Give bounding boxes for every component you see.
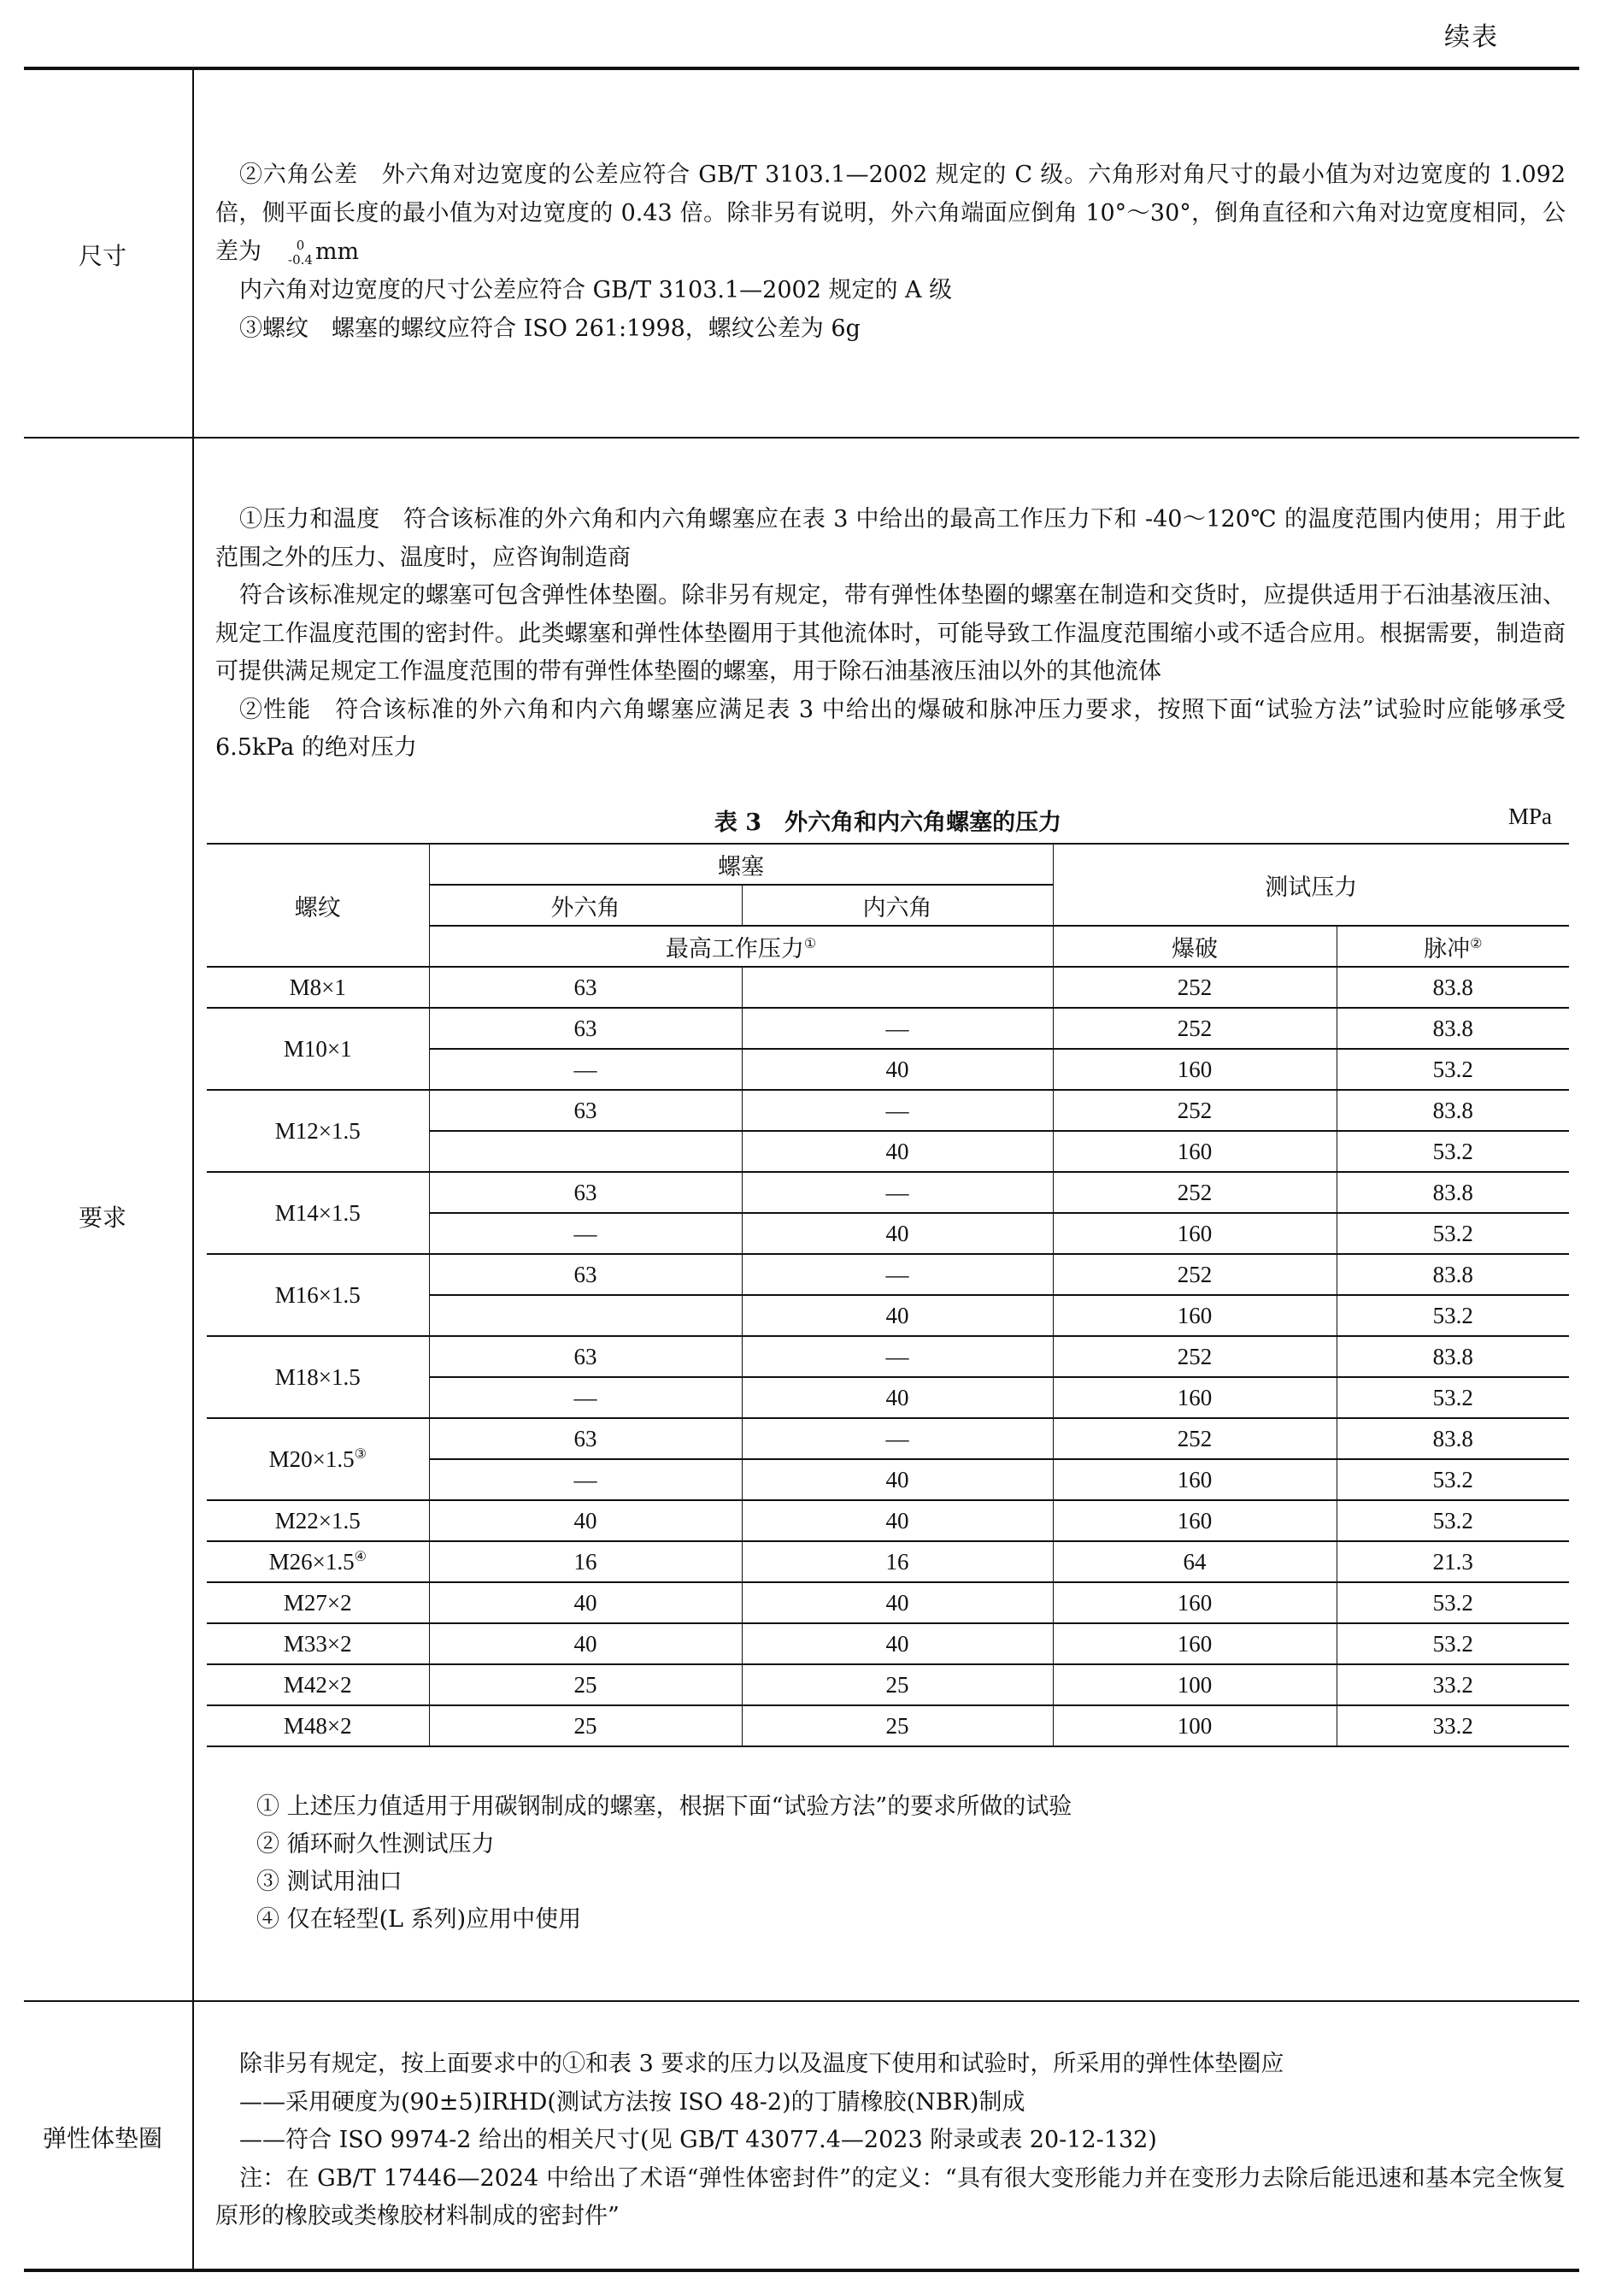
tolerance-unit: mm [314,238,360,265]
internal-hex-pressure-cell: — [742,1336,1053,1377]
thread-size-cell [207,1500,429,1541]
impulse-pressure-cell: 83.8 [1337,1336,1569,1377]
bottom-rule [24,2269,1579,2272]
thread-size: M26×1.5 [268,1549,355,1575]
thread-footnote-ref: ③ [354,1447,367,1462]
impulse-pressure-cell: 83.8 [1337,1172,1569,1213]
elastomer-washer-content [215,2046,1566,2236]
thread-size: M10×1 [283,1035,352,1062]
table-row [207,1418,1569,1459]
footnote-3: ③ 测试用油口 [256,1869,402,1895]
external-hex-pressure-cell: 63 [429,1008,742,1049]
external-hex-pressure-cell: 25 [429,1705,742,1746]
impulse-pressure-cell: 53.2 [1337,1377,1569,1418]
burst-pressure-cell: 160 [1053,1295,1337,1336]
footnote-1: ① 上述压力值适用于用碳钢制成的螺塞，根据下面“试验方法”的要求所做的试验 [256,1793,1072,1820]
impulse-pressure-cell: 53.2 [1337,1049,1569,1090]
table-row [207,1336,1569,1377]
header-burst: 爆破 [1053,926,1337,967]
burst-pressure-cell: 252 [1053,1254,1337,1295]
burst-pressure-cell: 252 [1053,967,1337,1008]
requirements-content [215,501,1566,768]
thread-size: M20×1.5 [268,1446,355,1472]
continued-table-label: 续表 [1444,22,1499,52]
burst-pressure-cell: 252 [1053,1008,1337,1049]
impulse-pressure-cell: 83.8 [1337,1418,1569,1459]
external-hex-pressure-cell [429,1295,742,1336]
header-impulse [1337,926,1569,967]
thread-size-cell [207,1582,429,1623]
thread-size: M48×2 [283,1712,352,1739]
header-test-pressure: 测试压力 [1053,844,1569,926]
tolerance-fraction [264,238,313,268]
header-external-hex: 外六角 [429,885,742,926]
impulse-pressure-cell: 83.8 [1337,1090,1569,1131]
internal-hex-pressure-cell: 40 [742,1049,1053,1090]
internal-hex-pressure-cell: 40 [742,1213,1053,1254]
section-label-dimensions: 尺寸 [78,242,126,270]
thread-size-cell [207,1090,429,1172]
thread-size: M22×1.5 [274,1507,361,1534]
hex-tolerance-text: ②六角公差 外六角对边宽度的公差应符合 GB/T 3103.1—2002 规定的 C 级。六角形对角尺寸的最小值为对边宽度的 1.092 倍，侧平面长度的最小值为对边宽度的 0.43 倍。除非另有说明，外六角端面应倒角 10°～30°，倒角直径和六角对边宽度相同，公差为 [215,162,1566,265]
pressure-temperature-paragraph: ①压力和温度 符合该标准的外六角和内六角螺塞应在表 3 中给出的最高工作压力下和 -40～120℃ 的温度范围内使用；用于此范围之外的压力、温度时，应咨询制造商 [215,506,1566,571]
table-row [207,1090,1569,1131]
external-hex-pressure-cell: — [429,1377,742,1418]
thread-size: M12×1.5 [274,1117,361,1144]
burst-pressure-cell: 160 [1053,1623,1337,1664]
thread-size: M33×2 [283,1630,352,1657]
thread-size: M27×2 [283,1589,352,1616]
impulse-pressure-cell: 33.2 [1337,1705,1569,1746]
burst-pressure-cell: 100 [1053,1664,1337,1705]
thread-size: M14×1.5 [274,1199,361,1226]
internal-hex-pressure-cell: — [742,1418,1053,1459]
thread-size-cell [207,967,429,1008]
impulse-pressure-cell: 53.2 [1337,1623,1569,1664]
section-divider-2 [24,2000,1579,2002]
footnote-2: ② 循环耐久性测试压力 [256,1831,495,1857]
burst-pressure-cell: 160 [1053,1049,1337,1090]
table-row [207,1623,1569,1664]
burst-pressure-cell: 252 [1053,1418,1337,1459]
external-hex-pressure-cell: — [429,1459,742,1500]
footnote-ref-1: ① [803,936,817,951]
internal-hex-pressure-cell [742,967,1053,1008]
impulse-pressure-cell: 53.2 [1337,1295,1569,1336]
washer-material-item: ——采用硬度为(90±5)IRHD(测试方法按 ISO 48-2)的丁腈橡胶(NBR)制成 [239,2088,1025,2116]
internal-hex-pressure-cell: 40 [742,1295,1053,1336]
burst-pressure-cell: 160 [1053,1213,1337,1254]
thread-size-cell [207,1008,429,1090]
table-header-row-1 [207,844,1569,885]
thread-size-cell [207,1336,429,1418]
internal-hex-pressure-cell: 40 [742,1459,1053,1500]
table-body [207,967,1569,1746]
header-plug: 螺塞 [429,844,1053,885]
thread-size-cell [207,1172,429,1254]
table-caption [207,804,1569,834]
impulse-pressure-cell: 53.2 [1337,1213,1569,1254]
burst-pressure-cell: 160 [1053,1131,1337,1172]
burst-pressure-cell: 64 [1053,1541,1337,1582]
table-row [207,1008,1569,1049]
hex-tolerance-paragraph [215,156,1566,271]
internal-hex-pressure-cell: 16 [742,1541,1053,1582]
burst-pressure-cell: 160 [1053,1459,1337,1500]
thread-size: M18×1.5 [274,1363,361,1390]
footnote-4: ④ 仅在轻型(L 系列)应用中使用 [256,1906,582,1933]
dimensions-content [215,156,1566,348]
table-row [207,967,1569,1008]
table-title: 表 3 外六角和内六角螺塞的压力 [714,809,1062,836]
external-hex-pressure-cell: 16 [429,1541,742,1582]
thread-size-cell [207,1664,429,1705]
impulse-pressure-cell: 53.2 [1337,1459,1569,1500]
performance-paragraph: ②性能 符合该标准的外六角和内六角螺塞应满足表 3 中给出的爆破和脉冲压力要求，按照下面“试验方法”试验时应能够承受 6.5kPa 的绝对压力 [215,696,1566,761]
elastomer-washer-paragraph: 符合该标准规定的螺塞可包含弹性体垫圈。除非另有规定，带有弹性体垫圈的螺塞在制造和交货时，应提供适用于石油基液压油、规定工作温度范围的密封件。此类螺塞和弹性体垫圈用于其他流体时，可能导致工作温度范围缩小或不适合应用。根据需要，制造商可提供满足规定工作温度范围的带有弹性体垫圈的螺塞，用于除石油基液压油以外的其他流体 [215,582,1566,685]
table-footnotes [256,1788,1072,1939]
washer-note: 注：在 GB/T 17446—2024 中给出了术语“弹性体密封件”的定义：“具有很大变形能力并在变形力去除后能迅速和基本完全恢复原形的橡胶或类橡胶材料制成的密封件” [215,2164,1566,2229]
external-hex-pressure-cell: 63 [429,1172,742,1213]
washer-intro: 除非另有规定，按上面要求中的①和表 3 要求的压力以及温度下使用和试验时，所采用的弹性体垫圈应 [239,2051,1284,2077]
internal-hex-pressure-cell: 40 [742,1500,1053,1541]
thread-size-cell [207,1541,429,1582]
thread-size: M8×1 [289,974,346,1000]
impulse-pressure-cell: 83.8 [1337,967,1569,1008]
internal-hex-pressure-cell: 40 [742,1623,1053,1664]
impulse-pressure-cell: 53.2 [1337,1131,1569,1172]
table-row [207,1541,1569,1582]
header-max-working-pressure [429,926,1053,967]
internal-hex-pressure-cell: — [742,1254,1053,1295]
burst-pressure-cell: 100 [1053,1705,1337,1746]
section-label-elastomer-washer: 弹性体垫圈 [42,2124,162,2152]
burst-pressure-cell: 160 [1053,1377,1337,1418]
internal-hex-pressure-cell: 40 [742,1377,1053,1418]
impulse-pressure-cell: 21.3 [1337,1541,1569,1582]
table-row [207,1500,1569,1541]
header-thread: 螺纹 [207,844,429,967]
external-hex-pressure-cell: 25 [429,1664,742,1705]
internal-hex-paragraph: 内六角对边宽度的尺寸公差应符合 GB/T 3103.1—2002 规定的 A 级 [239,277,953,303]
burst-pressure-cell: 252 [1053,1336,1337,1377]
thread-size-cell [207,1254,429,1336]
external-hex-pressure-cell: 40 [429,1500,742,1541]
external-hex-pressure-cell: 63 [429,1090,742,1131]
table-row [207,1254,1569,1295]
thread-paragraph: ③螺纹 螺塞的螺纹应符合 ISO 261:1998，螺纹公差为 6g [239,315,861,342]
external-hex-pressure-cell [429,1131,742,1172]
impulse-pressure-cell: 33.2 [1337,1664,1569,1705]
thread-size: M42×2 [283,1671,352,1698]
section-divider-1 [24,437,1579,439]
burst-pressure-cell: 252 [1053,1090,1337,1131]
impulse-pressure-cell: 83.8 [1337,1254,1569,1295]
max-working-pressure-label: 最高工作压力 [665,935,804,962]
internal-hex-pressure-cell: — [742,1090,1053,1131]
external-hex-pressure-cell: 40 [429,1623,742,1664]
impulse-pressure-cell: 83.8 [1337,1008,1569,1049]
tolerance-lower: -0.4 [288,251,313,268]
external-hex-pressure-cell: 40 [429,1582,742,1623]
burst-pressure-cell: 252 [1053,1172,1337,1213]
washer-dimension-item: ——符合 ISO 9974-2 给出的相关尺寸(见 GB/T 43077.4—2023 附录或表 20-12-132) [239,2127,1157,2153]
table-unit: MPa [1507,804,1552,829]
tolerance-upper: 0 [296,237,305,253]
internal-hex-pressure-cell: — [742,1008,1053,1049]
internal-hex-pressure-cell: 40 [742,1582,1053,1623]
impulse-pressure-cell: 53.2 [1337,1500,1569,1541]
thread-size-cell [207,1705,429,1746]
pressure-table [207,843,1569,1747]
impulse-pressure-cell: 53.2 [1337,1582,1569,1623]
burst-pressure-cell: 160 [1053,1500,1337,1541]
internal-hex-pressure-cell: 25 [742,1705,1053,1746]
burst-pressure-cell: 160 [1053,1582,1337,1623]
header-internal-hex: 内六角 [742,885,1053,926]
external-hex-pressure-cell: — [429,1049,742,1090]
table-row [207,1664,1569,1705]
external-hex-pressure-cell: 63 [429,1336,742,1377]
section-label-requirements: 要求 [78,1204,126,1232]
external-hex-pressure-cell: 63 [429,1254,742,1295]
thread-size-cell [207,1418,429,1500]
thread-size-cell [207,1623,429,1664]
top-rule [24,67,1579,70]
label-column-divider [192,68,194,2270]
internal-hex-pressure-cell: — [742,1172,1053,1213]
footnote-ref-2: ② [1470,936,1483,951]
table-row [207,1705,1569,1746]
internal-hex-pressure-cell: 40 [742,1131,1053,1172]
external-hex-pressure-cell: 63 [429,967,742,1008]
external-hex-pressure-cell: 63 [429,1418,742,1459]
thread-footnote-ref: ④ [354,1550,367,1564]
external-hex-pressure-cell: — [429,1213,742,1254]
impulse-label: 脉冲 [1424,935,1471,962]
thread-size: M16×1.5 [274,1281,361,1308]
internal-hex-pressure-cell: 25 [742,1664,1053,1705]
table-row [207,1172,1569,1213]
table-row [207,1582,1569,1623]
